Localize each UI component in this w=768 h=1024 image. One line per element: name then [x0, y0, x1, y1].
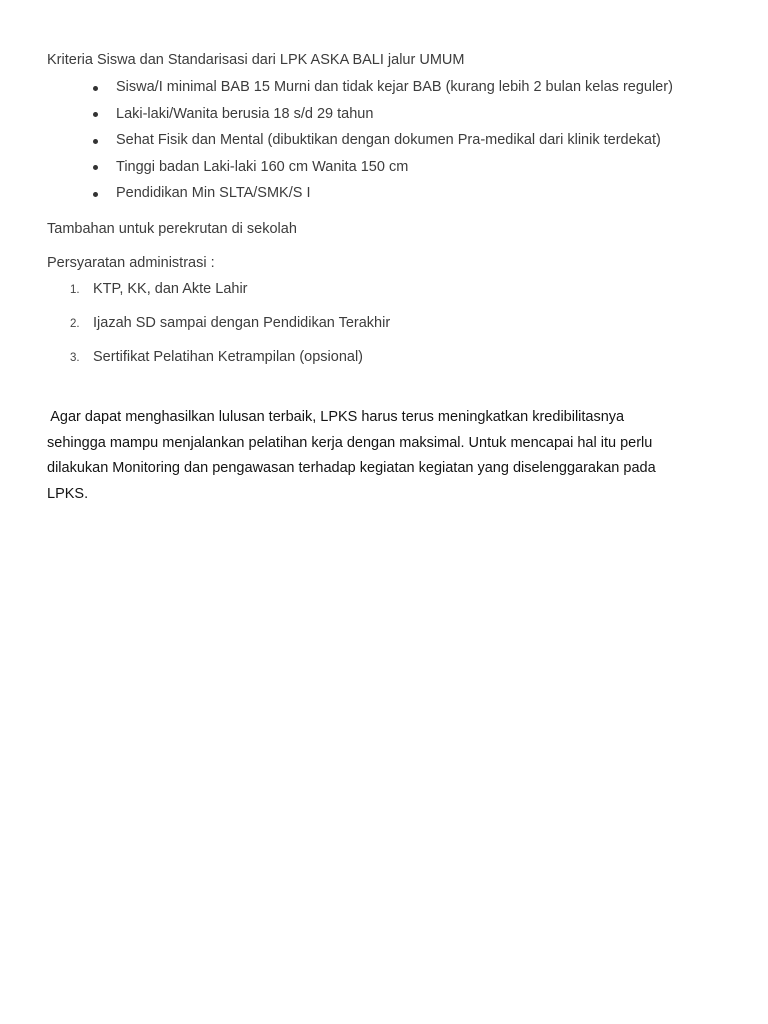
list-number: 1. — [70, 284, 80, 296]
bullet-icon — [93, 139, 98, 144]
criteria-text: Pendidikan Min SLTA/SMK/S I — [116, 185, 311, 201]
criteria-text: Siswa/I minimal BAB 15 Murni dan tidak kejar BAB (kurang lebih 2 bulan kelas reguler) — [116, 79, 673, 95]
admin-heading: Persyaratan administrasi : — [47, 255, 215, 271]
paragraph-line: sehingga mampu menjalankan pelatihan kerja dengan maksimal. Untuk mencapai hal itu perlu — [47, 434, 653, 451]
paragraph-line: dilakukan Monitoring dan pengawasan terhadap kegiatan kegiatan yang diselenggarakan pada — [47, 460, 656, 476]
paragraph-line: Agar dapat menghasilkan lulusan terbaik, LPKS harus terus meningkatkan kredibilitasnya — [47, 409, 625, 425]
list-number: 3. — [70, 352, 80, 364]
list-number: 2. — [70, 318, 80, 330]
bullet-icon — [93, 165, 98, 170]
bullet-icon — [93, 192, 98, 197]
additional-note: Tambahan untuk perekrutan di sekolah — [47, 221, 297, 237]
criteria-heading: Kriteria Siswa dan Standarisasi dari LPK ASKA BALI jalur UMUM — [47, 52, 465, 68]
closing-paragraph — [47, 405, 727, 507]
criteria-text: Tinggi badan Laki-laki 160 cm Wanita 150 cm — [116, 158, 409, 175]
requirement-text: Ijazah SD sampai dengan Pendidikan Terakhir — [93, 315, 391, 331]
criteria-text: Laki-laki/Wanita berusia 18 s/d 29 tahun — [116, 105, 374, 122]
requirement-text: Sertifikat Pelatihan Ketrampilan (opsional) — [93, 349, 363, 365]
criteria-text: Sehat Fisik dan Mental (dibuktikan dengan dokumen Pra-medikal dari klinik terdekat) — [116, 132, 661, 148]
bullet-icon — [93, 112, 98, 117]
requirement-text: KTP, KK, dan Akte Lahir — [93, 281, 248, 297]
paragraph-line: LPKS. — [47, 485, 89, 502]
bullet-icon — [93, 86, 98, 91]
